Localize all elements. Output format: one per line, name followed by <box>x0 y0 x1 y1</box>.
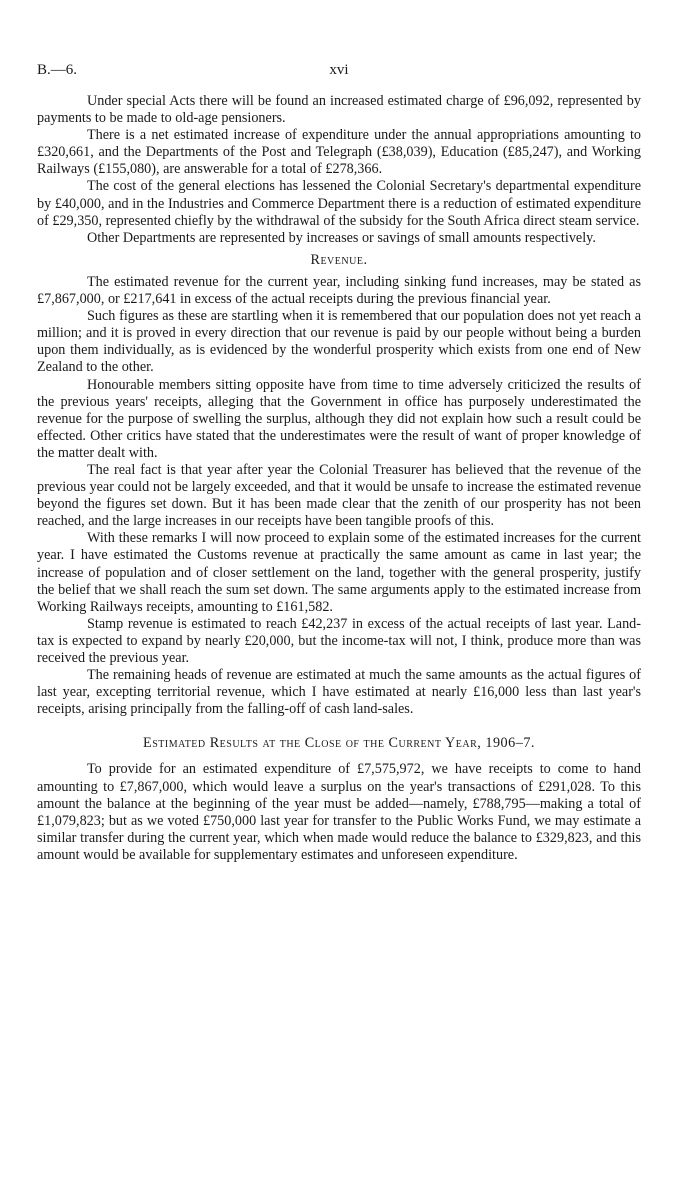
document-body <box>37 93 641 864</box>
paragraph-critics: Honourable members sitting opposite have from time to time adversely criticized the results of the previous years' receipts, alleging that the Government in office has purposely underestimated the revenue for the purpose of swelling the surplus, although they did not explain how such a result could be effected. Other critics have stated that the underestimates were the result of want of proper knowledge of the matter dealt with. <box>37 376 641 461</box>
paragraph-surplus-balance: To provide for an estimated expenditure of £7,575,972, we have receipts to come to hand amounting to £7,867,000, which would leave a surplus on the year's transactions of £291,028. To this amount the balance at the beginning of the year must be added—namely, £788,795—making a total of £1,079,823; but as we voted £750,000 last year for transfer to the Public Works Fund, we may estimate a similar transfer during the current year, which when made would reduce the balance to £329,823, and this amount would be available for supplementary estimates and unforeseen expenditure. <box>37 761 641 863</box>
paragraph-annual-appropriations: There is a net estimated increase of expenditure under the annual appropriations amounting to £320,661, and the Departments of the Post and Telegraph (£38,039), Education (£85,247), and Working Railways (£155,080), are answerable for a total of £278,366. <box>37 127 641 178</box>
page-header <box>37 60 641 80</box>
document-reference: B.—6. <box>37 62 78 78</box>
paragraph-real-fact: The real fact is that year after year the Colonial Treasurer has believed that the revenue of the previous year could not be largely exceeded, and that it would be unsafe to increase the estimated revenue beyond the figures set down. But it has been made clear that the zenith of our prosperity has not been reached, and the large increases in our receipts have been tangible proofs of this. <box>37 461 641 530</box>
paragraph-stamp-land-tax: Stamp revenue is estimated to reach £42,237 in excess of the actual receipts of last year. Land-tax is expected to expand by nearly £20,000, but the income-tax will not, I think, produce more than was received the previous year. <box>37 615 641 666</box>
paragraph-estimated-revenue: The estimated revenue for the current year, including sinking fund increases, may be stated as £7,867,000, or £217,641 in excess of the actual receipts during the previous financial year. <box>37 273 641 308</box>
paragraph-customs-railways: With these remarks I will now proceed to explain some of the estimated increases for the current year. I have estimated the Customs revenue at practically the same amount as came in last year; the increase of population and of closer settlement on the land, together with the general prosperity, justify the belief that we shall reach the sum set down. The same arguments apply to the estimated increase from Working Railways receipts, amounting to £161,582. <box>37 530 641 615</box>
page-number: xvi <box>329 62 349 78</box>
paragraph-general-elections: The cost of the general elections has lessened the Colonial Secretary's departmental expenditure by £40,000, and in the Industries and Commerce Department there is a reduction of estimated expenditure of £29,350, represented chiefly by the withdrawal of the subsidy for the South Africa direct steam service. <box>37 178 641 229</box>
section-heading-revenue: Revenue. <box>310 251 368 268</box>
paragraph-startling-figures: Such figures as these are startling when it is remembered that our population does not yet reach a million; and it is proved in every direction that our revenue is paid by our people without being a burden upon them individually, as is evidenced by the wonderful prosperity which exists from one end of New Zealand to the other. <box>37 308 641 376</box>
section-heading-estimated-results: Estimated Results at the Close of the Current Year, 1906–7. <box>143 735 535 752</box>
paragraph-old-age-pensions: Under special Acts there will be found an increased estimated charge of £96,092, represented by payments to be made to old-age pensioners. <box>37 93 641 127</box>
paragraph-remaining-heads: The remaining heads of revenue are estimated at much the same amounts as the actual figures of last year, excepting territorial revenue, which I have estimated at nearly £16,000 less than last year's receipts, arising principally from the falling-off of cash land-sales. <box>37 667 641 718</box>
paragraph-other-departments: Other Departments are represented by increases or savings of small amounts respectively. <box>87 229 596 246</box>
